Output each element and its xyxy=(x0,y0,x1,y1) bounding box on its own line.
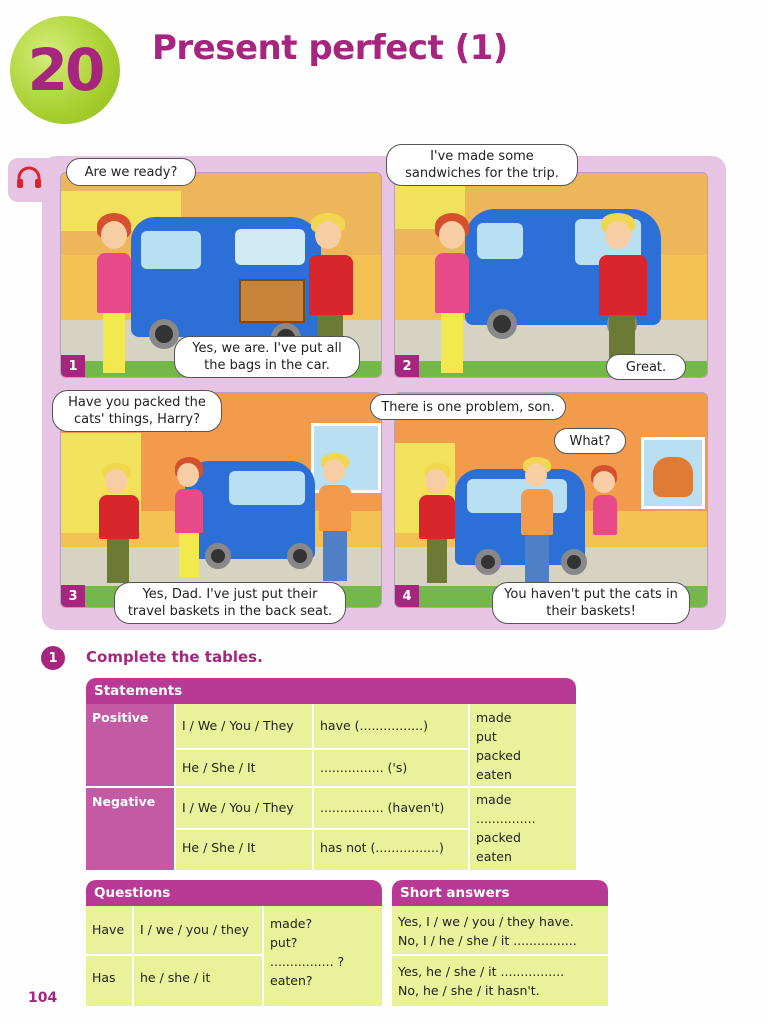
panel-number: 3 xyxy=(61,585,85,607)
short-answers-header: Short answers xyxy=(392,880,608,906)
headphones-icon[interactable] xyxy=(16,166,42,190)
participles-negative: made ............... packed eaten xyxy=(470,788,576,870)
statement-subject: He / She / It xyxy=(176,830,312,870)
girl-figure xyxy=(169,457,209,577)
dad-figure xyxy=(413,463,465,583)
statements-header: Statements xyxy=(86,678,576,704)
speech-bubble: Yes, we are. I've put all the bags in the car. xyxy=(174,336,360,378)
participles-positive: made put packed eaten xyxy=(470,704,576,786)
statement-subject: I / We / You / They xyxy=(176,788,312,828)
girl-figure xyxy=(91,213,141,373)
statement-aux-blank[interactable]: have (................) xyxy=(314,704,468,748)
speech-bubble: What? xyxy=(554,428,626,454)
page-title: Present perfect (1) xyxy=(152,28,508,68)
speech-bubble: Are we ready? xyxy=(66,158,196,186)
panel-number: 4 xyxy=(395,585,419,607)
boy-figure xyxy=(315,453,355,583)
boy-figure xyxy=(517,457,557,587)
questions-header: Questions xyxy=(86,880,382,906)
dad-figure xyxy=(91,463,147,583)
girl-figure xyxy=(429,213,479,373)
question-aux: Have xyxy=(86,906,132,954)
unit-badge xyxy=(10,16,120,124)
speech-bubble: You haven't put the cats in their baskets! xyxy=(492,582,690,624)
short-answer-row: Yes, he / she / it ................ No, he / she / it hasn't. xyxy=(392,956,608,1006)
statement-aux-blank[interactable]: ................ ('s) xyxy=(314,750,468,786)
comic-panel-2 xyxy=(394,172,708,378)
speech-bubble: Great. xyxy=(606,354,686,380)
speech-bubble: I've made some sandwiches for the trip. xyxy=(386,144,578,186)
statement-subject: I / We / You / They xyxy=(176,704,312,748)
question-subject: he / she / it xyxy=(134,956,262,1006)
exercise-number: 1 xyxy=(41,646,65,670)
exercise-title: Complete the tables. xyxy=(86,648,263,666)
positive-label: Positive xyxy=(86,704,174,786)
question-participles: made? put? ................ ? eaten? xyxy=(264,906,382,1006)
question-aux: Has xyxy=(86,956,132,1006)
dad-figure xyxy=(591,213,655,373)
speech-bubble: Have you packed the cats' things, Harry? xyxy=(52,390,222,432)
negative-label: Negative xyxy=(86,786,174,870)
comic-panel-4 xyxy=(394,392,708,608)
panel-number: 1 xyxy=(61,355,85,377)
statement-aux-blank[interactable]: ................ (haven't) xyxy=(314,788,468,828)
girl-figure xyxy=(587,465,623,575)
unit-number: 20 xyxy=(27,36,103,104)
cats-in-window xyxy=(653,457,693,497)
statement-subject: He / She / It xyxy=(176,750,312,786)
question-subject: I / we / you / they xyxy=(134,906,262,954)
short-answer-row: Yes, I / we / you / they have. No, I / he / she / it ................ xyxy=(392,906,608,954)
statement-aux-blank[interactable]: has not (................) xyxy=(314,830,468,870)
page-number: 104 xyxy=(28,990,58,1006)
speech-bubble: Yes, Dad. I've just put their travel baskets in the back seat. xyxy=(114,582,346,624)
speech-bubble: There is one problem, son. xyxy=(370,394,566,420)
panel-number: 2 xyxy=(395,355,419,377)
